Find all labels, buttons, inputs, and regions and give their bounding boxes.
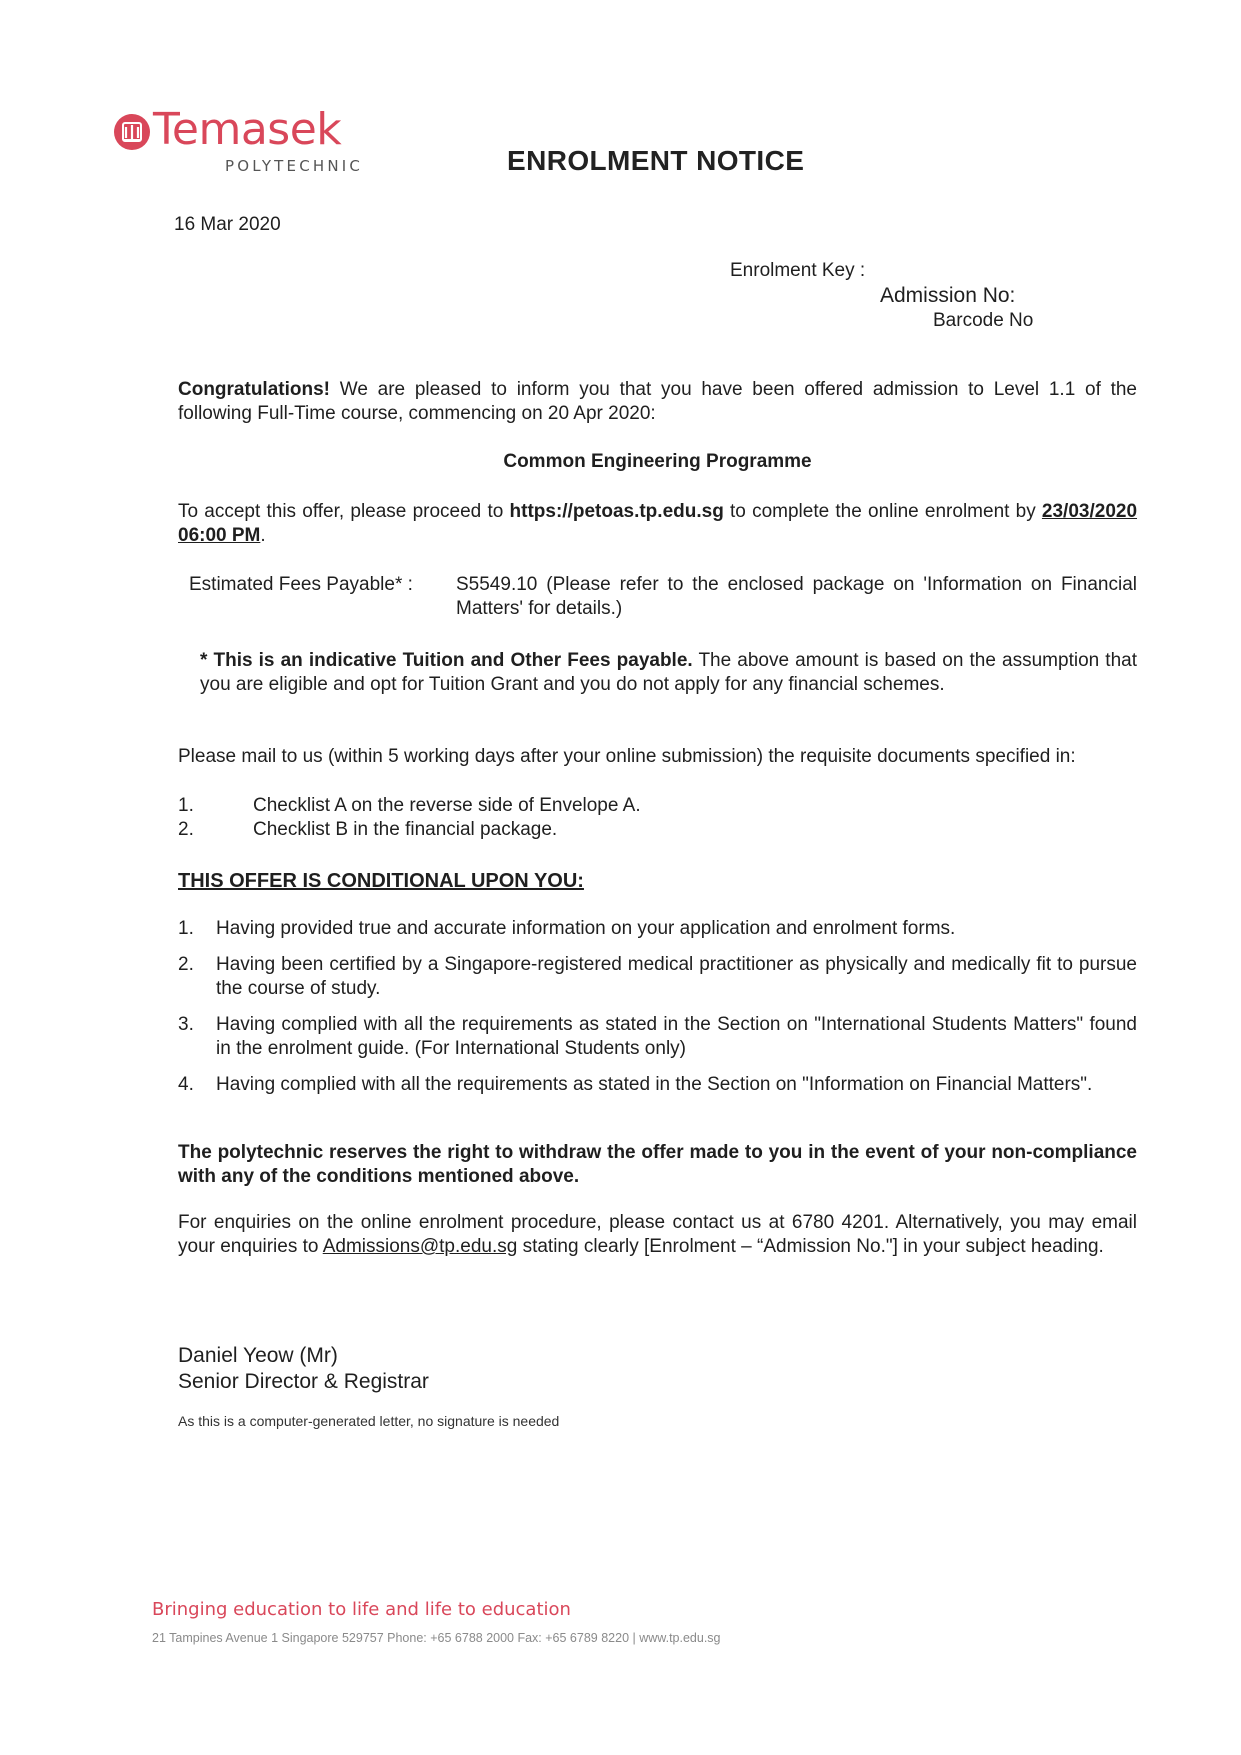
enquiries-text-1: For enquiries on the online enrolment procedure, please contact us at 6780 4201. Alternatively, you may email your enquiries to [178, 1212, 1137, 1257]
letter-date: 16 Mar 2020 [174, 214, 281, 235]
enrolment-deadline: 23/03/2020 06:00 PM [178, 501, 1138, 546]
condition-num: 3. [178, 1014, 194, 1035]
logo-name: Temasek [153, 104, 342, 155]
accept-paragraph [178, 500, 1137, 548]
fees-label: Estimated Fees Payable* : [189, 574, 413, 595]
enquiries-text-2: stating clearly [Enrolment – “Admission No."] in your subject heading. [517, 1236, 1104, 1257]
condition-text: Having complied with all the requirements as stated in the Section on "International Students Matters" found in the enrolment guide. (For International Students only) [216, 1014, 1137, 1059]
signature-block [178, 1343, 429, 1395]
document-item [178, 794, 1078, 818]
condition-text: Having provided true and accurate information on your application and enrolment forms. [216, 918, 956, 939]
logo-subtitle: POLYTECHNIC [225, 157, 364, 175]
footer-address: 21 Tampines Avenue 1 Singapore 529757 Phone: +65 6788 2000 Fax: +65 6789 8220 | www.tp.edu.sg [152, 1631, 721, 1645]
condition-num: 1. [178, 918, 194, 939]
admission-no-label: Admission No: [880, 284, 1016, 307]
document-item-num: 2. [178, 819, 194, 840]
fees-value: S5549.10 (Please refer to the enclosed package on 'Information on Financial Matters' for details.) [456, 574, 1137, 619]
intro-paragraph [178, 378, 1137, 426]
signatory-name: Daniel Yeow (Mr) [178, 1344, 338, 1367]
admissions-email-link[interactable]: Admissions@tp.edu.sg [322, 1236, 518, 1257]
document-item-text: Checklist B in the financial package. [253, 819, 558, 840]
condition-num: 2. [178, 954, 194, 975]
accept-text-2: to complete the online enrolment by [723, 501, 1042, 522]
barcode-no-label: Barcode No [933, 310, 1034, 331]
course-name: Common Engineering Programme [503, 451, 812, 472]
intro-congrats: Congratulations! [178, 379, 330, 400]
documents-intro: Please mail to us (within 5 working days after your online submission) the requisite documents specified in: [178, 746, 1076, 767]
intro-text: We are pleased to inform you that you have been offered admission to Level 1.1 of the following Full-Time course, commencing on 20 Apr 2020: [178, 379, 1137, 424]
document-item-text: Checklist A on the reverse side of Envelope A. [253, 795, 641, 816]
fees-note-text: The above amount is based on the assumption that you are eligible and opt for Tuition Grant and you do not apply for any financial schemes. [200, 650, 1137, 695]
document-title: ENROLMENT NOTICE [507, 145, 805, 176]
footer-tagline: Bringing education to life and life to education [152, 1599, 571, 1620]
document-item [178, 818, 1078, 842]
temasek-logo [112, 104, 372, 178]
enquiries-paragraph [178, 1211, 1137, 1259]
temasek-crest-icon [112, 112, 152, 152]
condition-num: 4. [178, 1074, 194, 1095]
accept-text-3: . [260, 525, 266, 546]
computer-generated-note: As this is a computer-generated letter, no signature is needed [178, 1413, 560, 1429]
fees-note-bold: * This is an indicative Tuition and Other Fees payable. [200, 650, 693, 671]
accept-text-1: To accept this offer, please proceed to [178, 501, 510, 522]
condition-text: Having complied with all the requirements as stated in the Section on "Information on Financial Matters". [216, 1074, 1093, 1095]
condition-text: Having been certified by a Singapore-registered medical practitioner as physically and medically fit to pursue the course of study. [216, 954, 1137, 999]
signatory-position: Senior Director & Registrar [178, 1370, 429, 1393]
enrolment-url[interactable]: https://petoas.tp.edu.sg [509, 501, 724, 522]
fees-note [200, 649, 1137, 697]
conditions-heading: THIS OFFER IS CONDITIONAL UPON YOU: [178, 870, 584, 892]
document-item-num: 1. [178, 795, 194, 816]
enrolment-key-label: Enrolment Key : [730, 260, 866, 281]
withdrawal-warning: The polytechnic reserves the right to withdraw the offer made to you in the event of your non-compliance with any of the conditions mentioned above. [178, 1142, 1137, 1187]
